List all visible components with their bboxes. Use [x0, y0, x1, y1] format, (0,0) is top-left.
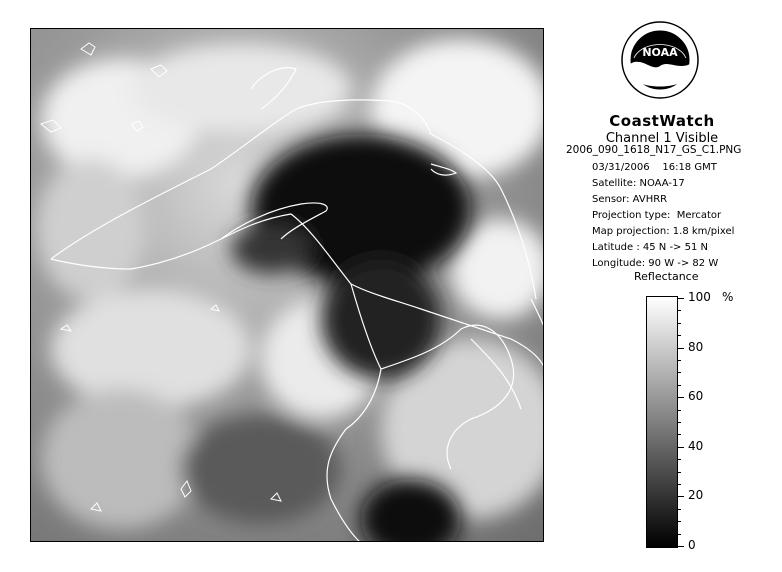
file-name: 2006_090_1618_N17_GS_C1.PNG: [566, 144, 742, 156]
colorbar-tick: [678, 534, 681, 535]
reflectance-colorbar: [646, 296, 678, 548]
colorbar-tick: [678, 372, 681, 373]
colorbar-tick-label: 40: [688, 438, 704, 453]
channel-label: Channel 1 Visible: [605, 131, 719, 146]
satellite: Satellite: NOAA-17: [592, 178, 685, 189]
colorbar-tick: [678, 422, 681, 423]
info-panel: [560, 112, 764, 146]
app-name: CoastWatch: [609, 112, 715, 130]
colorbar-tick-label: 60: [688, 389, 704, 404]
legend-title: Reflectance: [634, 270, 699, 283]
latitude: Latitude : 45 N -> 51 N: [592, 242, 708, 253]
colorbar-tick: [678, 459, 681, 460]
colorbar-tick: [678, 496, 684, 497]
datetime: 03/31/2006 16:18 GMT: [592, 162, 717, 173]
colorbar-tick: [678, 298, 684, 299]
colorbar-tick: [678, 360, 681, 361]
colorbar-tick: [678, 434, 681, 435]
legend-unit: %: [722, 290, 734, 304]
colorbar-tick: [678, 509, 681, 510]
longitude: Longitude: 90 W -> 82 W: [592, 258, 719, 269]
projection-type: Projection type: Mercator: [592, 210, 722, 221]
colorbar-tick: [678, 447, 684, 448]
metadata-list: [592, 160, 734, 272]
satellite-image: [30, 28, 544, 542]
colorbar-tick: [678, 335, 681, 336]
noaa-emblem-icon: [620, 20, 700, 100]
colorbar-tick: [678, 521, 681, 522]
colorbar-tick: [678, 472, 681, 473]
colorbar-tick-label: 0: [688, 538, 696, 552]
colorbar-tick: [678, 385, 681, 386]
sensor: Sensor: AVHRR: [592, 194, 668, 205]
cloud-and-coastline-layer: [31, 29, 544, 542]
colorbar-tick: [678, 348, 684, 349]
colorbar-tick: [678, 484, 681, 485]
colorbar-tick: [678, 546, 684, 547]
colorbar-tick: [678, 310, 681, 311]
colorbar-tick-label: 20: [688, 488, 704, 503]
colorbar-tick: [678, 397, 684, 398]
colorbar-tick-label: 80: [688, 339, 704, 354]
noaa-logo: [620, 20, 700, 100]
colorbar-tick: [678, 410, 681, 411]
colorbar-tick: [678, 323, 681, 324]
map-projection: Map projection: 1.8 km/pixel: [592, 226, 735, 237]
logo-text: NOAA: [642, 46, 678, 59]
colorbar-tick-label: 100: [688, 290, 711, 304]
